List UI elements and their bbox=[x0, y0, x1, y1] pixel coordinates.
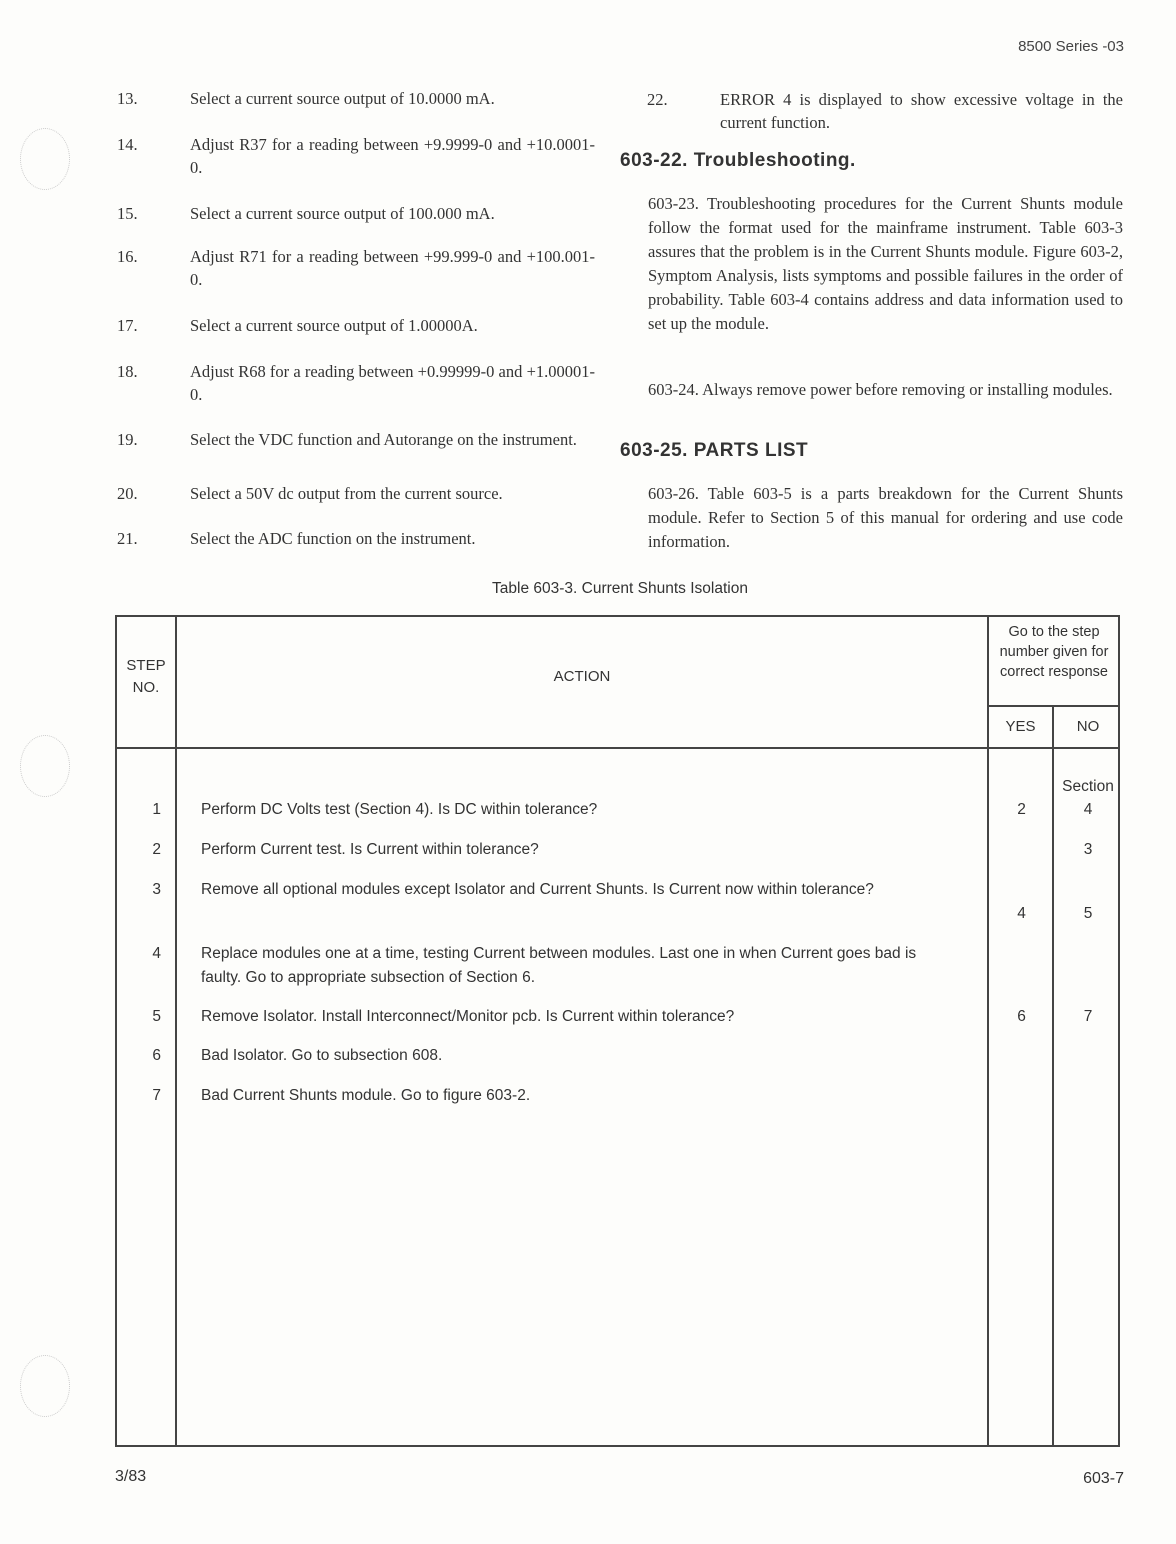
row-step: 2 bbox=[152, 841, 161, 858]
row-action: Perform Current test. Is Current within tolerance? bbox=[201, 841, 539, 858]
footer-page-number: 603-7 bbox=[1083, 1470, 1124, 1487]
step-number: 19. bbox=[117, 430, 138, 449]
punch-hole bbox=[20, 735, 70, 797]
punch-hole bbox=[20, 1355, 70, 1417]
step-text: Select the ADC function on the instrument. bbox=[190, 529, 476, 548]
step-text: ERROR 4 is displayed to show excessive voltage in the current function. bbox=[720, 90, 1123, 132]
row-action: Remove all optional modules except Isolator and Current Shunts. Is Current now within tolerance? bbox=[201, 881, 874, 898]
row-action: Bad Isolator. Go to subsection 608. bbox=[201, 1047, 443, 1064]
paragraph-603-23: 603-23. Troubleshooting procedures for the Current Shunts module follow the format used for the mainframe instrument. Table 603-3 assures that the problem is in the Current Shunts module. Figure 603-2, Symptom Analysis, lists symptoms and possible failures in the order of probability. Table 603-4 contains address and data information used to set up the module. bbox=[648, 194, 1123, 333]
step-text: Select a current source output of 100.000 mA. bbox=[190, 204, 495, 223]
section-heading-parts-list: 603-25. PARTS LIST bbox=[620, 440, 809, 461]
header-step: STEP bbox=[126, 657, 166, 674]
row-step: 7 bbox=[152, 1087, 161, 1104]
step-number: 17. bbox=[117, 316, 138, 335]
row-yes: 4 bbox=[1017, 905, 1026, 922]
row-action: Bad Current Shunts module. Go to figure 603-2. bbox=[201, 1087, 531, 1104]
table-caption: Table 603-3. Current Shunts Isolation bbox=[492, 580, 748, 597]
header-no-col: NO bbox=[1076, 718, 1100, 735]
row-no: 7 bbox=[1083, 1008, 1093, 1025]
row-step: 3 bbox=[152, 881, 161, 898]
step-text: Adjust R37 for a reading between +9.9999-0 and +10.0001-0. bbox=[190, 135, 595, 177]
step-text: Select a current source output of 10.0000 mA. bbox=[190, 89, 495, 108]
row-action: Replace modules one at a time, testing Current between modules. Last one in when Current goes bad is faulty. Go to appropriate subsection of Section 6. bbox=[201, 945, 917, 986]
row-no: 3 bbox=[1083, 841, 1093, 858]
step-number: 18. bbox=[117, 362, 138, 381]
paragraph-603-26: 603-26. Table 603-5 is a parts breakdown for the Current Shunts module. Refer to Section 5 of this manual for ordering and use code information. bbox=[648, 484, 1123, 551]
row-step: 5 bbox=[152, 1008, 161, 1025]
step-text: Adjust R68 for a reading between +0.99999-0 and +1.00001-0. bbox=[190, 362, 595, 404]
header-action: ACTION bbox=[553, 668, 611, 685]
step-text: Adjust R71 for a reading between +99.999-0 and +100.001-0. bbox=[190, 247, 595, 289]
step-text: Select the VDC function and Autorange on the instrument. bbox=[190, 430, 577, 449]
row-no-label: Section bbox=[1062, 778, 1114, 795]
row-step: 1 bbox=[152, 801, 161, 818]
step-text: Select a 50V dc output from the current source. bbox=[190, 484, 503, 503]
header-yes: YES bbox=[1005, 718, 1036, 735]
row-yes: 6 bbox=[1017, 1008, 1026, 1025]
row-no: 5 bbox=[1083, 905, 1093, 922]
step-number: 21. bbox=[117, 529, 138, 548]
step-number: 14. bbox=[117, 135, 138, 154]
punch-hole bbox=[20, 128, 70, 190]
row-no: 4 bbox=[1083, 801, 1093, 818]
header-no: NO. bbox=[132, 679, 160, 696]
step-number: 22. bbox=[647, 90, 668, 109]
step-number: 13. bbox=[117, 89, 138, 108]
isolation-table bbox=[115, 615, 1120, 1447]
header-goto: Go to the step number given for correct response bbox=[999, 624, 1109, 680]
row-step: 6 bbox=[152, 1047, 161, 1064]
paragraph-603-24: 603-24. Always remove power before removing or installing modules. bbox=[648, 380, 1113, 399]
footer-date: 3/83 bbox=[115, 1468, 147, 1485]
row-yes: 2 bbox=[1017, 801, 1026, 818]
series-header: 8500 Series -03 bbox=[1018, 38, 1124, 55]
step-number: 20. bbox=[117, 484, 138, 503]
row-action: Remove Isolator. Install Interconnect/Monitor pcb. Is Current within tolerance? bbox=[201, 1008, 735, 1025]
section-heading-troubleshooting: 603-22. Troubleshooting. bbox=[620, 150, 856, 171]
row-action: Perform DC Volts test (Section 4). Is DC within tolerance? bbox=[201, 801, 598, 818]
row-step: 4 bbox=[152, 945, 161, 962]
step-text: Select a current source output of 1.00000A. bbox=[190, 316, 478, 335]
step-number: 16. bbox=[117, 247, 138, 266]
step-number: 15. bbox=[117, 204, 138, 223]
header-step-no bbox=[117, 655, 175, 699]
